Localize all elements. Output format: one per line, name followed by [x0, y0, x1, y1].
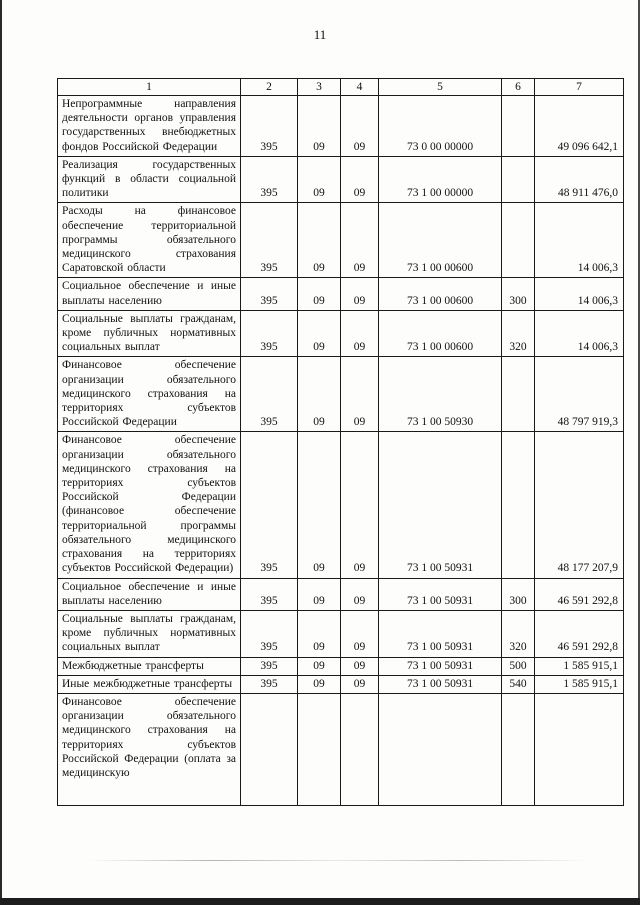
row-value: 300	[502, 278, 535, 310]
column-header-4: 4	[341, 79, 379, 96]
row-value: 09	[298, 96, 341, 157]
row-value: 395	[241, 578, 298, 610]
row-value: 48 177 207,9	[535, 432, 624, 578]
table-row	[58, 578, 624, 610]
column-header-5: 5	[379, 79, 502, 96]
table-row	[58, 156, 624, 203]
row-value: 73 1 00 00600	[379, 203, 502, 278]
row-value: 395	[241, 657, 298, 675]
row-value: 09	[341, 675, 379, 693]
row-value: 09	[298, 203, 341, 278]
row-label: Финансовое обеспечение организации обязательного медицинского страхования на территориях субъектов Российской Федерации (оплата за медицинскую	[58, 693, 241, 805]
row-value: 09	[298, 357, 341, 432]
row-value: 73 1 00 50930	[379, 357, 502, 432]
row-value: 09	[341, 657, 379, 675]
row-value	[502, 693, 535, 805]
row-value: 73 1 00 50931	[379, 578, 502, 610]
row-value: 14 006,3	[535, 310, 624, 357]
row-value: 395	[241, 432, 298, 578]
row-value: 49 096 642,1	[535, 96, 624, 157]
table-row	[58, 310, 624, 357]
row-value: 395	[241, 310, 298, 357]
row-value: 395	[241, 675, 298, 693]
row-label: Социальные выплаты гражданам, кроме публичных нормативных социальных выплат	[58, 610, 241, 657]
row-label: Финансовое обеспечение организации обязательного медицинского страхования на территориях субъектов Российской Федерации (финансовое обеспечение территориальной программы обязательного медицинского страхования на территориях субъектов Российской Федерации)	[58, 432, 241, 578]
row-label: Непрограммные направления деятельности органов управления государственных внебюджетных фондов Российской Федерации	[58, 96, 241, 157]
row-value: 73 0 00 00000	[379, 96, 502, 157]
row-value: 395	[241, 156, 298, 203]
row-value	[341, 693, 379, 805]
row-label: Межбюджетные трансферты	[58, 657, 241, 675]
row-value: 09	[341, 578, 379, 610]
row-label: Иные межбюджетные трансферты	[58, 675, 241, 693]
table-row	[58, 657, 624, 675]
row-value: 09	[298, 278, 341, 310]
row-value: 500	[502, 657, 535, 675]
table-row	[58, 610, 624, 657]
scan-artifact-line	[88, 860, 588, 861]
row-label: Реализация государственных функций в области социальной политики	[58, 156, 241, 203]
row-value	[241, 693, 298, 805]
row-value: 320	[502, 310, 535, 357]
row-value	[502, 203, 535, 278]
row-value: 09	[341, 203, 379, 278]
table-row	[58, 693, 624, 805]
table-row	[58, 278, 624, 310]
row-value: 73 1 00 00600	[379, 278, 502, 310]
column-header-6: 6	[502, 79, 535, 96]
column-header-2: 2	[241, 79, 298, 96]
column-header-1: 1	[58, 79, 241, 96]
row-value: 395	[241, 278, 298, 310]
table-header-row	[58, 79, 624, 96]
row-value	[502, 432, 535, 578]
row-value: 14 006,3	[535, 278, 624, 310]
row-value	[379, 693, 502, 805]
row-value	[502, 357, 535, 432]
row-value: 09	[298, 675, 341, 693]
row-value: 1 585 915,1	[535, 675, 624, 693]
row-value: 46 591 292,8	[535, 610, 624, 657]
table-row	[58, 675, 624, 693]
row-value	[535, 693, 624, 805]
row-value: 09	[341, 357, 379, 432]
row-value: 09	[298, 657, 341, 675]
row-value: 09	[298, 156, 341, 203]
row-value: 1 585 915,1	[535, 657, 624, 675]
row-value: 395	[241, 357, 298, 432]
row-value: 48 797 919,3	[535, 357, 624, 432]
row-value: 46 591 292,8	[535, 578, 624, 610]
row-value: 09	[298, 578, 341, 610]
scan-edge-left	[0, 0, 2, 905]
row-value: 09	[341, 610, 379, 657]
row-value: 09	[341, 96, 379, 157]
budget-table	[57, 78, 624, 806]
row-label: Социальные выплаты гражданам, кроме публичных нормативных социальных выплат	[58, 310, 241, 357]
row-label: Финансовое обеспечение организации обязательного медицинского страхования на территориях субъектов Российской Федерации	[58, 357, 241, 432]
row-value: 73 1 00 50931	[379, 675, 502, 693]
table-body	[58, 96, 624, 806]
table-row	[58, 203, 624, 278]
row-value: 09	[341, 432, 379, 578]
row-value: 14 006,3	[535, 203, 624, 278]
table-row	[58, 357, 624, 432]
row-value: 395	[241, 203, 298, 278]
row-value: 540	[502, 675, 535, 693]
row-value	[502, 156, 535, 203]
column-header-3: 3	[298, 79, 341, 96]
row-value: 09	[298, 610, 341, 657]
row-value: 09	[341, 156, 379, 203]
row-value: 320	[502, 610, 535, 657]
row-value: 48 911 476,0	[535, 156, 624, 203]
row-value: 73 1 00 50931	[379, 610, 502, 657]
row-value: 73 1 00 00600	[379, 310, 502, 357]
row-value: 09	[298, 310, 341, 357]
row-value: 395	[241, 610, 298, 657]
row-value	[298, 693, 341, 805]
row-value: 300	[502, 578, 535, 610]
row-value: 09	[341, 278, 379, 310]
row-value: 73 1 00 50931	[379, 432, 502, 578]
row-label: Расходы на финансовое обеспечение территориальной программы обязательного медицинского страхования Саратовской области	[58, 203, 241, 278]
row-value: 73 1 00 00000	[379, 156, 502, 203]
row-value: 09	[298, 432, 341, 578]
row-value: 73 1 00 50931	[379, 657, 502, 675]
table-row	[58, 96, 624, 157]
row-value: 09	[341, 310, 379, 357]
row-value: 395	[241, 96, 298, 157]
row-label: Социальное обеспечение и иные выплаты населению	[58, 278, 241, 310]
row-label: Социальное обеспечение и иные выплаты населению	[58, 578, 241, 610]
row-value	[502, 96, 535, 157]
page-number: 11	[313, 27, 327, 42]
column-header-7: 7	[535, 79, 624, 96]
table-row	[58, 432, 624, 578]
scan-edge-bottom	[0, 898, 640, 905]
